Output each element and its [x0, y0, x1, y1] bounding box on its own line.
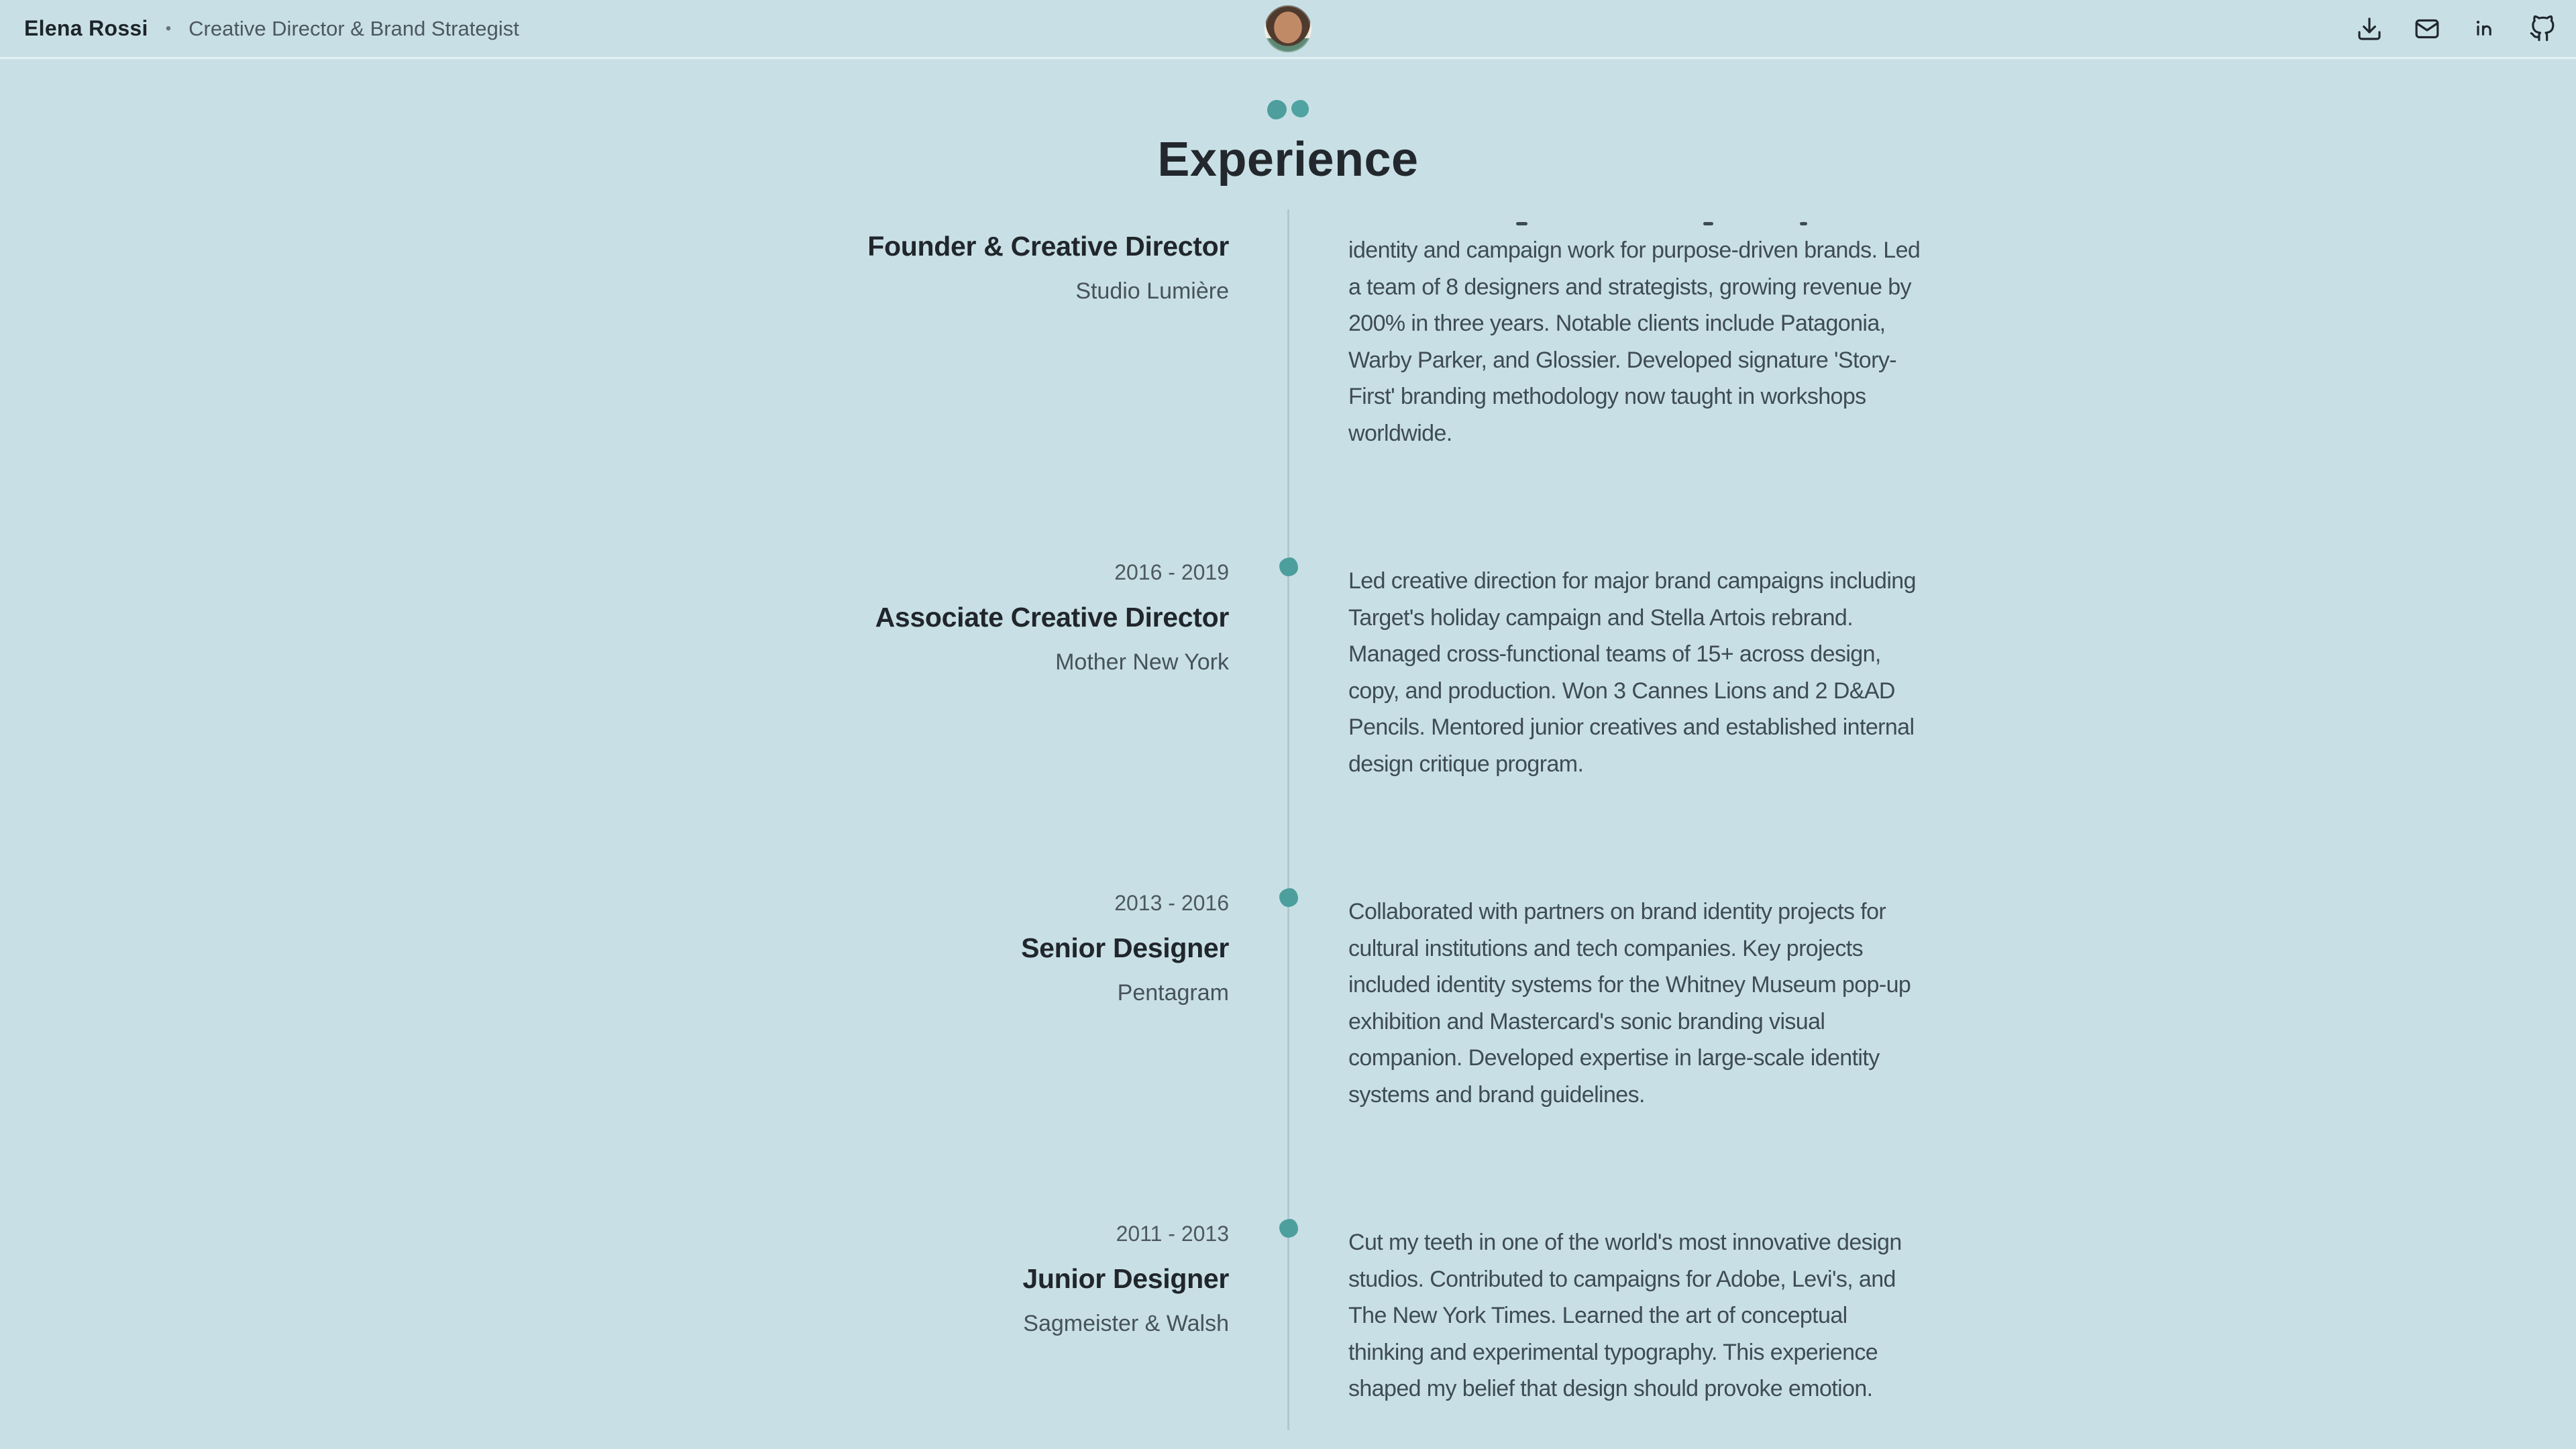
experience-entry — [625, 228, 1925, 451]
entry-meta — [625, 559, 1229, 782]
separator-dot: • — [165, 19, 172, 38]
experience-entry — [625, 559, 1925, 782]
timeline-dot — [1279, 888, 1298, 907]
mail-icon — [2414, 15, 2440, 42]
timeline-dot — [1279, 557, 1298, 576]
job-title: Senior Designer — [1021, 932, 1229, 963]
company-name: Pentagram — [1117, 980, 1229, 1006]
entry-body — [1348, 559, 1925, 782]
accent-dot — [1291, 100, 1309, 117]
entry-body — [1348, 1220, 1925, 1444]
job-title: Junior Designer — [1022, 1263, 1229, 1294]
job-description: Collaborated with partners on brand identity projects for cultural institutions and tech companies. Key projects included identity systems for the Whitney Museum pop-up exhibition and Mastercard's sonic branding visual companion. Developed expertise in large-scale identity systems and brand guidelines. — [1348, 899, 1911, 1108]
job-description: Led creative direction for major brand campaigns including Target's holiday campaign and Stella Artois rebrand. Managed cross-functional teams of 15+ across design, copy, and production. Won 3 Cannes Lions and 2 D&AD Pencils. Mentored junior creatives and established internal design critique program. — [1348, 568, 1916, 777]
experience-section — [0, 99, 2576, 1444]
header-actions — [2356, 15, 2556, 42]
entry-meta — [625, 228, 1229, 451]
heading-accent-dots — [0, 99, 2576, 119]
entry-meta — [625, 890, 1229, 1113]
entry-body — [1348, 890, 1925, 1113]
clipped-text-remnant — [1348, 222, 1925, 226]
company-name: Sagmeister & Walsh — [1023, 1311, 1229, 1336]
company-name: Studio Lumière — [1075, 278, 1229, 304]
date-range: 2011 - 2013 — [1116, 1222, 1229, 1246]
site-owner-role: Creative Director & Brand Strategist — [189, 16, 519, 40]
download-button[interactable] — [2356, 15, 2383, 42]
date-range: 2016 - 2019 — [1114, 560, 1229, 584]
github-button[interactable] — [2529, 15, 2556, 42]
entry-body — [1348, 228, 1925, 451]
linkedin-icon — [2471, 15, 2498, 42]
company-name: Mother New York — [1055, 649, 1229, 675]
job-description: identity and campaign work for purpose-driven brands. Led a team of 8 designers and strategists, growing revenue by 200% in three years. Notable clients include Patagonia, Warby Parker, and Glossier. Developed signature 'Story-First' branding methodology now taught in workshops worldwide. — [1348, 237, 1921, 446]
brand — [24, 16, 519, 41]
section-title: Experience — [1157, 133, 1419, 186]
experience-entry — [625, 1220, 1925, 1444]
timeline-dot — [1279, 1219, 1298, 1238]
accent-dot — [1267, 100, 1287, 119]
top-bar — [0, 0, 2576, 59]
download-icon — [2356, 15, 2383, 42]
job-title: Founder & Creative Director — [867, 231, 1229, 262]
experience-entry — [625, 890, 1925, 1113]
site-owner-name[interactable]: Elena Rossi — [24, 16, 148, 40]
date-range: 2013 - 2016 — [1114, 891, 1229, 915]
github-icon — [2529, 15, 2556, 42]
job-description: Cut my teeth in one of the world's most innovative design studios. Contributed to campaigns for Adobe, Levi's, and The New York Times. Learned the art of conceptual thinking and experimental typography. This experience shaped my belief that design should provoke emotion. — [1348, 1230, 1902, 1401]
mail-button[interactable] — [2414, 15, 2440, 42]
avatar[interactable] — [1265, 5, 1311, 52]
job-title: Associate Creative Director — [875, 602, 1229, 633]
linkedin-button[interactable] — [2471, 15, 2498, 42]
experience-timeline — [625, 228, 1925, 1444]
entry-meta — [625, 1220, 1229, 1444]
